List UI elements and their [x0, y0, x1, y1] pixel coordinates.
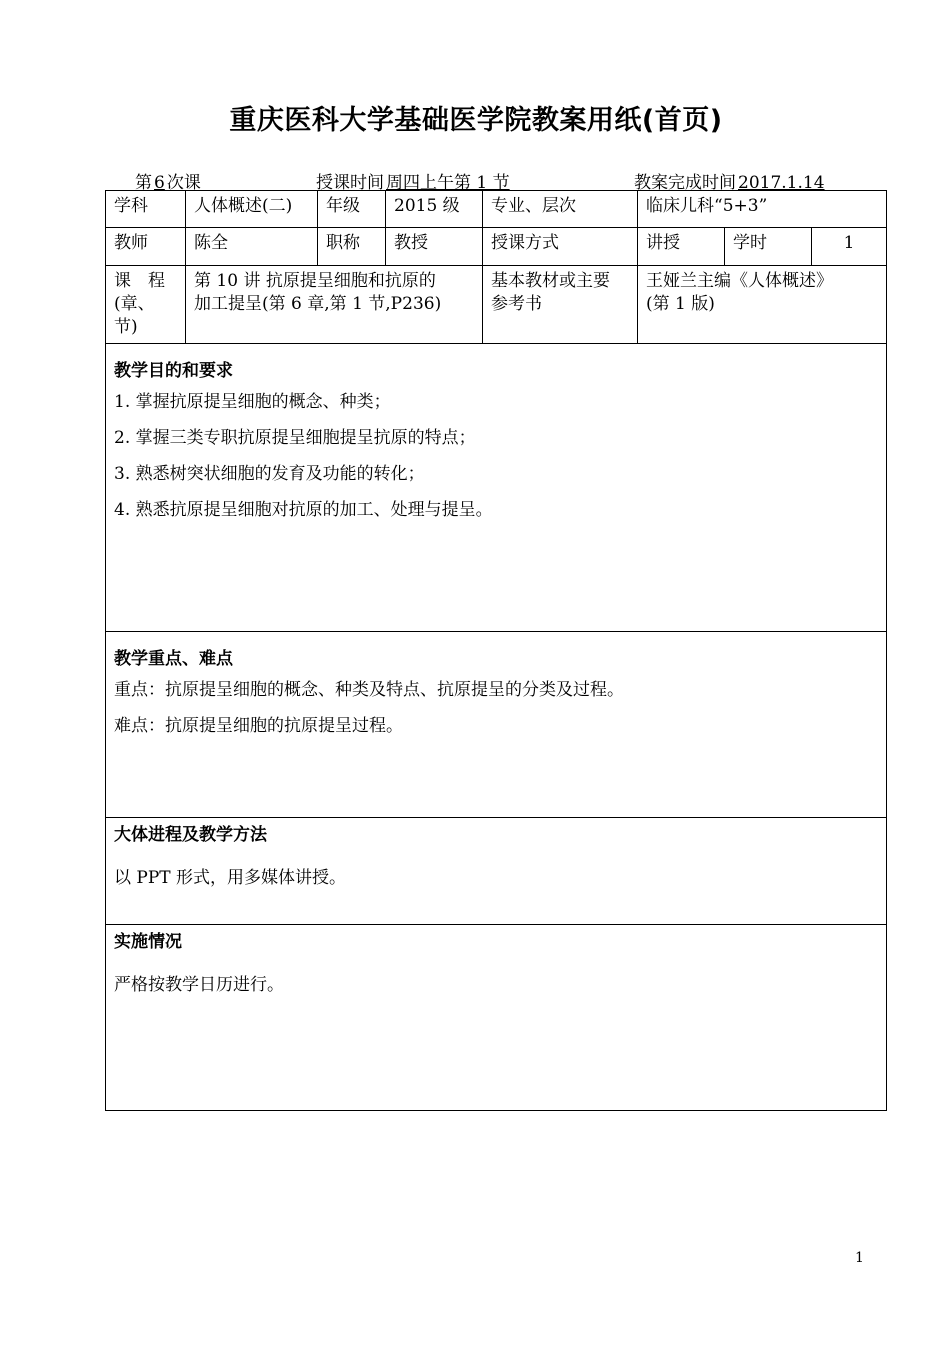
- rank-value: 教授: [386, 228, 483, 266]
- major-value: 临床儿科“5+3”: [638, 191, 887, 228]
- goal-item: 2. 掌握三类专职抗原提呈细胞提呈抗原的特点；: [114, 427, 476, 448]
- keypoints-title: 教学重点、难点: [114, 648, 233, 669]
- table-row: [106, 924, 887, 1110]
- lesson-plan-table: [105, 190, 887, 1111]
- textbook-value: [638, 266, 887, 344]
- course-label-line-2: (章、节): [114, 293, 155, 337]
- plan-completion-value: 2017.1.14: [738, 173, 825, 193]
- keypoint-item: 难点：抗原提呈细胞的抗原提呈过程。: [114, 715, 403, 736]
- implementation-item: 严格按教学日历进行。: [114, 974, 284, 995]
- lesson-suffix: 次课: [166, 173, 201, 193]
- page-number: 1: [855, 1250, 864, 1266]
- textbook-value-line-1: 王娅兰主编《人体概述》: [646, 271, 833, 291]
- course-label-line-1: 课 程: [114, 271, 165, 291]
- hours-label: 学时: [725, 228, 812, 266]
- major-label: 专业、层次: [483, 191, 638, 228]
- course-value-line-1: 第 10 讲 抗原提呈细胞和抗原的: [194, 271, 436, 291]
- goals-title: 教学目的和要求: [114, 360, 233, 381]
- goal-item: 1. 掌握抗原提呈细胞的概念、种类；: [114, 391, 391, 412]
- methods-title: 大体进程及教学方法: [114, 824, 267, 845]
- grade-label: 年级: [318, 191, 386, 228]
- keypoints-section: [106, 631, 887, 817]
- textbook-label: [483, 266, 638, 344]
- goals-section: [106, 343, 887, 631]
- table-row: [106, 631, 887, 817]
- lesson-time-label: 授课时间: [316, 173, 384, 193]
- hours-value: 1: [812, 228, 887, 266]
- table-row: [106, 817, 887, 924]
- table-row: [106, 191, 887, 228]
- lesson-prefix: 第: [135, 173, 152, 193]
- goal-item: 3. 熟悉树突状细胞的发育及功能的转化；: [114, 463, 425, 484]
- page-title: 重庆医科大学基础医学院教案用纸(首页): [229, 105, 723, 136]
- goal-item: 4. 熟悉抗原提呈细胞对抗原的加工、处理与提呈。: [114, 499, 493, 520]
- teacher-value: 陈全: [186, 228, 318, 266]
- teacher-label: 教师: [106, 228, 186, 266]
- table-row: [106, 266, 887, 344]
- table-row: [106, 343, 887, 631]
- method-item: 以 PPT 形式，用多媒体讲授。: [114, 867, 347, 888]
- subject-label: 学科: [106, 191, 186, 228]
- table-row: [106, 228, 887, 266]
- subject-value: 人体概述(二): [186, 191, 318, 228]
- textbook-label-line-2: 参考书: [491, 293, 542, 314]
- implementation-title: 实施情况: [114, 931, 182, 952]
- implementation-section: [106, 924, 887, 1110]
- textbook-value-line-2: (第 1 版): [646, 293, 715, 314]
- lesson-time-value: 周四上午第 1 节: [386, 173, 510, 193]
- grade-value: 2015 级: [386, 191, 483, 228]
- plan-completion-label: 教案完成时间: [634, 173, 736, 193]
- course-value-line-2: 加工提呈(第 6 章,第 1 节,P236): [194, 293, 442, 314]
- lesson-number-value: 6: [154, 173, 165, 193]
- textbook-label-line-1: 基本教材或主要: [491, 271, 610, 291]
- teaching-mode-label: 授课方式: [483, 228, 638, 266]
- course-label: [106, 266, 186, 344]
- teaching-mode-value: 讲授: [638, 228, 725, 266]
- keypoint-item: 重点：抗原提呈细胞的概念、种类及特点、抗原提呈的分类及过程。: [114, 679, 624, 700]
- course-value: [186, 266, 483, 344]
- methods-section: [106, 817, 887, 924]
- rank-label: 职称: [318, 228, 386, 266]
